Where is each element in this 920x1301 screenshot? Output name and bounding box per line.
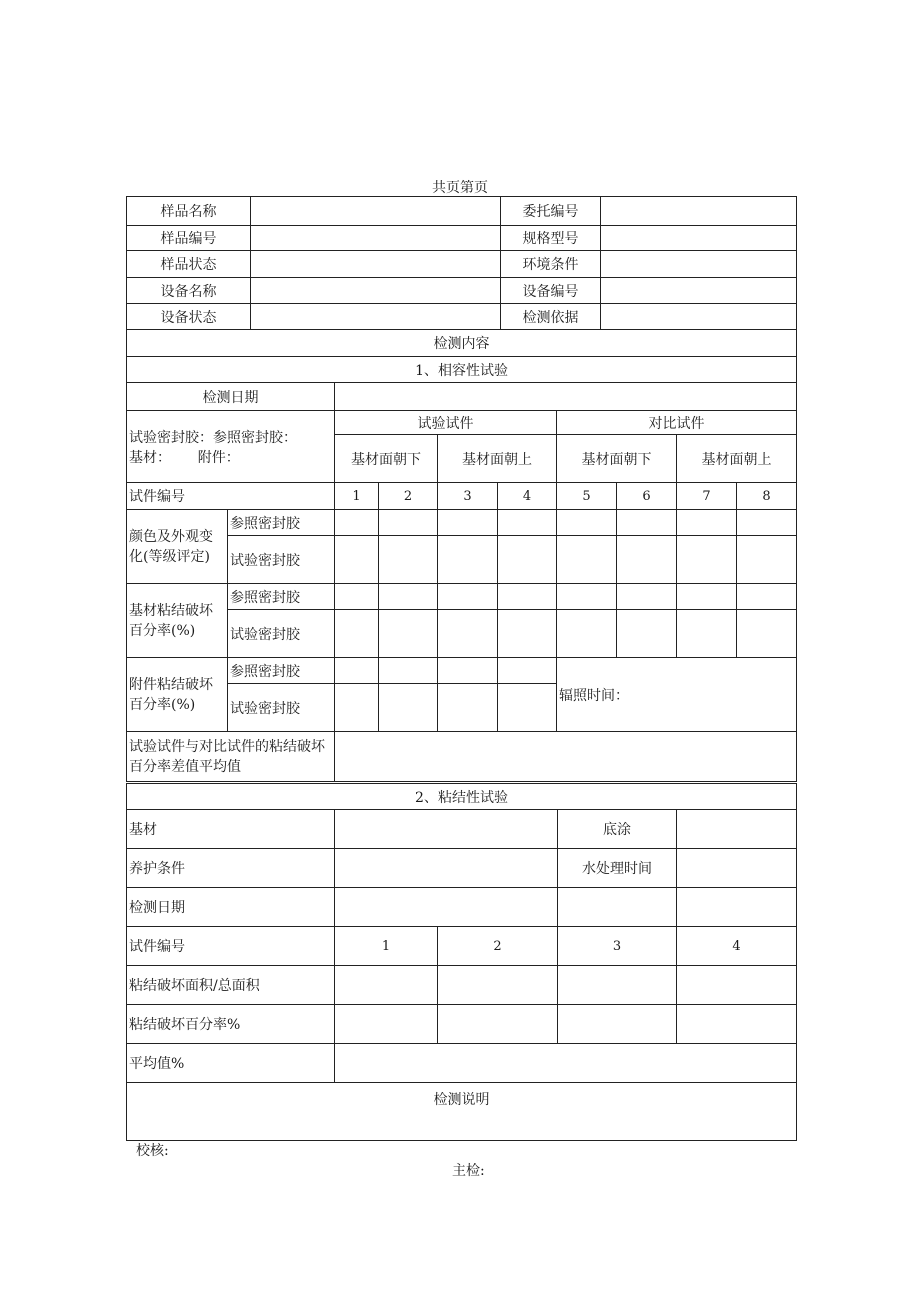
data-cell [677, 510, 737, 536]
diff-avg-label: 试验试件与对比试件的粘结破坏百分率差值平均值 [127, 732, 335, 782]
adhesion-specimen-number: 3 [558, 927, 677, 966]
sample-no-label: 样品编号 [127, 226, 251, 251]
compat-specimen-number: 3 [438, 483, 498, 510]
adhesion-specimen-number: 1 [335, 927, 438, 966]
irradiation-time: 辐照时间： [557, 658, 797, 732]
sample-state-value [251, 251, 501, 278]
sealant-line-1: 试验密封胶：参照密封胶： [129, 429, 297, 446]
area-ratio-label: 粘结破坏面积/总面积 [127, 966, 335, 1005]
entrust-no-label: 委托编号 [501, 197, 601, 226]
curing-value [335, 849, 558, 888]
spec-model-value [601, 226, 797, 251]
data-cell [438, 584, 498, 610]
data-cell [737, 510, 797, 536]
test-base-up: 基材面朝上 [438, 435, 557, 483]
data-cell [677, 584, 737, 610]
adhesion-date-extra [677, 888, 797, 927]
data-cell [335, 966, 438, 1005]
data-cell [438, 536, 498, 584]
data-cell [335, 658, 379, 684]
adhesion-specimen-no-label: 试件编号 [127, 927, 335, 966]
data-cell [557, 584, 617, 610]
adhesion-date-label: 检测日期 [127, 888, 335, 927]
data-cell [379, 658, 438, 684]
data-cell [335, 610, 379, 658]
attach-test-sealant: 试验密封胶 [228, 684, 335, 732]
data-cell [498, 610, 557, 658]
device-no-value [601, 278, 797, 304]
data-cell [558, 966, 677, 1005]
compat-specimen-number: 5 [557, 483, 617, 510]
data-cell [558, 1005, 677, 1044]
compat-date-value [335, 383, 797, 411]
data-cell [438, 510, 498, 536]
data-cell [557, 610, 617, 658]
curing-label: 养护条件 [127, 849, 335, 888]
data-cell [737, 610, 797, 658]
data-cell [617, 510, 677, 536]
spec-model-label: 规格型号 [501, 226, 601, 251]
adhesion-date-extra [558, 888, 677, 927]
page-count: 共页第页 [432, 180, 488, 196]
device-state-value [251, 304, 501, 330]
color-change-label: 颜色及外观变化(等级评定) [127, 510, 228, 584]
compat-specimen-number: 2 [379, 483, 438, 510]
data-cell [677, 1005, 797, 1044]
notes-title: 检测说明 [127, 1083, 797, 1141]
sample-name-value [251, 197, 501, 226]
data-cell [617, 610, 677, 658]
data-cell [438, 658, 498, 684]
base-failure-label: 基材粘结破坏百分率(%) [127, 584, 228, 658]
checker-label: 校核: [136, 1143, 169, 1159]
attach-ref-sealant: 参照密封胶 [228, 658, 335, 684]
data-cell [677, 610, 737, 658]
test-basis-label: 检测依据 [501, 304, 601, 330]
primer-label: 底涂 [558, 810, 677, 849]
data-cell [498, 536, 557, 584]
data-cell [335, 510, 379, 536]
base-ref-sealant: 参照密封胶 [228, 584, 335, 610]
sealant-line-2: 基材： 附件： [129, 449, 240, 466]
env-condition-label: 环境条件 [501, 251, 601, 278]
data-cell [617, 584, 677, 610]
compat-specimen-number: 4 [498, 483, 557, 510]
failure-percent-label: 粘结破坏百分率% [127, 1005, 335, 1044]
device-state-label: 设备状态 [127, 304, 251, 330]
adhesion-specimen-number: 4 [677, 927, 797, 966]
data-cell [498, 684, 557, 732]
data-cell [557, 536, 617, 584]
compare-base-down: 基材面朝下 [557, 435, 677, 483]
data-cell [438, 1005, 558, 1044]
data-cell [335, 684, 379, 732]
data-cell [498, 584, 557, 610]
data-cell [557, 510, 617, 536]
diff-avg-value [335, 732, 797, 782]
device-name-label: 设备名称 [127, 278, 251, 304]
test-basis-value [601, 304, 797, 330]
data-cell [379, 610, 438, 658]
info-table [126, 196, 797, 330]
base-test-sealant: 试验密封胶 [228, 610, 335, 658]
sealant-info [127, 411, 335, 483]
data-cell [335, 584, 379, 610]
compat-specimen-number: 8 [737, 483, 797, 510]
device-name-value [251, 278, 501, 304]
average-value [335, 1044, 797, 1083]
adhesion-date-value [335, 888, 558, 927]
test-specimen-header: 试验试件 [335, 411, 557, 435]
water-time-label: 水处理时间 [558, 849, 677, 888]
compat-table [126, 329, 797, 782]
compare-base-up: 基材面朝上 [677, 435, 797, 483]
substrate-value [335, 810, 558, 849]
data-cell [379, 536, 438, 584]
data-cell [737, 584, 797, 610]
data-cell [335, 1005, 438, 1044]
sample-state-label: 样品状态 [127, 251, 251, 278]
compat-specimen-no-label: 试件编号 [127, 483, 335, 510]
compat-title: 1、相容性试验 [127, 357, 797, 383]
adhesion-specimen-number: 2 [438, 927, 558, 966]
data-cell [737, 536, 797, 584]
data-cell [498, 658, 557, 684]
inspector-label: 主检: [452, 1163, 485, 1179]
data-cell [379, 510, 438, 536]
data-cell [379, 684, 438, 732]
data-cell [379, 584, 438, 610]
attach-failure-label: 附件粘结破坏百分率(%) [127, 658, 228, 732]
section-content-title: 检测内容 [127, 330, 797, 357]
compat-date-label: 检测日期 [127, 383, 335, 411]
data-cell [438, 610, 498, 658]
average-label: 平均值% [127, 1044, 335, 1083]
data-cell [438, 684, 498, 732]
adhesion-table [126, 783, 797, 1141]
data-cell [498, 510, 557, 536]
adhesion-title: 2、粘结性试验 [127, 784, 797, 810]
test-base-down: 基材面朝下 [335, 435, 438, 483]
data-cell [335, 536, 379, 584]
color-test-sealant: 试验密封胶 [228, 536, 335, 584]
compat-specimen-number: 7 [677, 483, 737, 510]
sample-no-value [251, 226, 501, 251]
data-cell [677, 966, 797, 1005]
entrust-no-value [601, 197, 797, 226]
water-time-value [677, 849, 797, 888]
compat-specimen-number: 1 [335, 483, 379, 510]
device-no-label: 设备编号 [501, 278, 601, 304]
primer-value [677, 810, 797, 849]
compare-specimen-header: 对比试件 [557, 411, 797, 435]
compat-specimen-number: 6 [617, 483, 677, 510]
data-cell [438, 966, 558, 1005]
color-ref-sealant: 参照密封胶 [228, 510, 335, 536]
sample-name-label: 样品名称 [127, 197, 251, 226]
substrate-label: 基材 [127, 810, 335, 849]
data-cell [617, 536, 677, 584]
env-condition-value [601, 251, 797, 278]
data-cell [677, 536, 737, 584]
